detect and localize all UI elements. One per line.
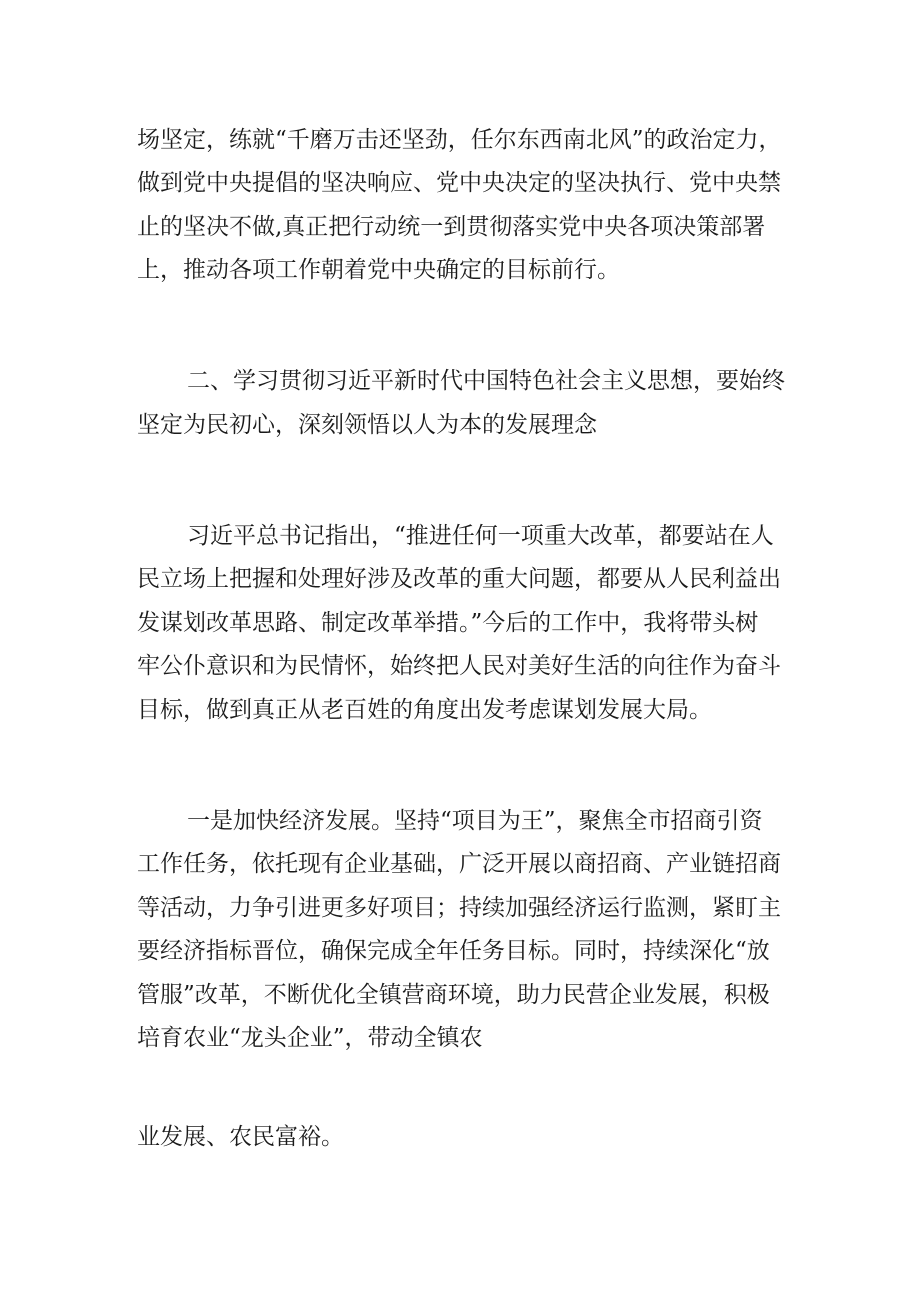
text-line-8: 民立场上把握和处理好涉及改革的重大问题，都要从人民利益出: [137, 566, 781, 592]
text-line-17: 培育农业“龙头企业”，带动全镇农: [137, 1025, 483, 1051]
section-heading-line-1: 二、学习贯彻习近平新时代中国特色社会主义思想，要始终: [187, 368, 785, 394]
text-line-1: 场坚定，练就“千磨万击还坚劲，任尔东西南北风”的政治定力，: [137, 127, 782, 153]
text-line-4: 上，推动各项工作朝着党中央确定的目标前行。: [137, 257, 620, 283]
text-line-15: 要经济指标晋位，确保完成全年任务目标。同时，持续深化“放: [137, 938, 770, 964]
text-line-9: 发谋划改革思路、制定改革举措。”今后的工作中，我将带头树: [137, 610, 759, 636]
text-line-2: 做到党中央提倡的坚决响应、党中央决定的坚决执行、党中央禁: [137, 170, 781, 196]
text-line-13: 工作任务，依托现有企业基础，广泛开展以商招商、产业链招商: [137, 851, 781, 877]
text-line-10: 牢公仆意识和为民情怀，始终把人民对美好生活的向往作为奋斗: [137, 653, 781, 679]
text-line-18: 业发展、农民富裕。: [137, 1124, 344, 1150]
section-heading-line-2: 坚定为民初心，深刻领悟以人为本的发展理念: [137, 412, 597, 438]
text-line-3: 止的坚决不做,真正把行动统一到贯彻落实党中央各项决策部署: [137, 214, 766, 240]
text-line-7: 习近平总书记指出，“推进任何一项重大改革，都要站在人: [187, 523, 774, 549]
text-line-11: 目标，做到真正从老百姓的角度出发考虑谋划发展大局。: [137, 697, 712, 723]
text-line-16: 管服”改革，不断优化全镇营商环境，助力民营企业发展，积极: [137, 982, 770, 1008]
text-line-12: 一是加快经济发展。坚持“项目为王”，聚焦全市招商引资: [187, 808, 763, 834]
text-line-14: 等活动，力争引进更多好项目；持续加强经济运行监测，紧盯主: [137, 895, 781, 921]
